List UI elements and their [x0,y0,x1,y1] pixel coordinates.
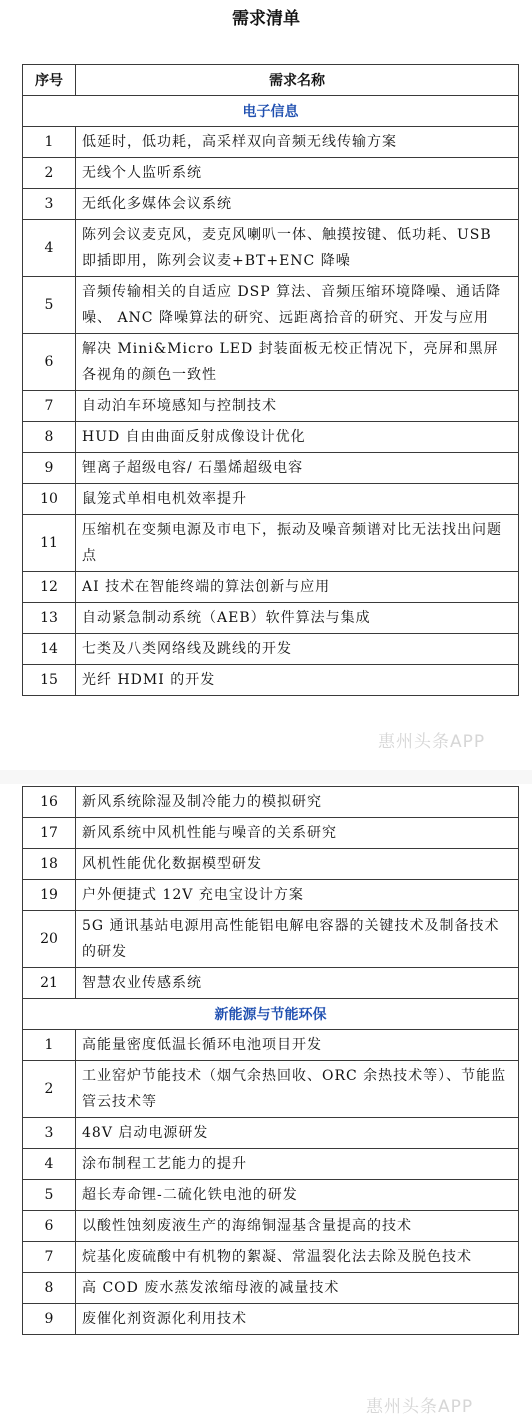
row-number: 6 [23,334,76,391]
row-number: 9 [23,453,76,484]
requirement-name: 新风系统除湿及制冷能力的模拟研究 [76,787,519,818]
requirement-name: AI 技术在智能终端的算法创新与应用 [76,572,519,603]
row-number: 4 [23,220,76,277]
requirement-name: 5G 通讯基站电源用高性能铝电解电容器的关键技术及制备技术的研发 [76,911,519,968]
table-row [23,665,519,696]
table-row [23,1304,519,1335]
row-number: 11 [23,515,76,572]
category-row [23,999,519,1030]
table-row [23,334,519,391]
requirement-name: 陈列会议麦克风，麦克风喇叭一体、触摸按键、低功耗、USB 即插即用，陈列会议麦+BT+ENC 降噪 [76,220,519,277]
table-row [23,968,519,999]
row-number: 5 [23,277,76,334]
table-row [23,880,519,911]
requirement-name: 光纤 HDMI 的开发 [76,665,519,696]
row-number: 2 [23,1061,76,1118]
category-row [23,96,519,127]
table-row [23,277,519,334]
requirement-name: 烷基化废硫酸中有机物的絮凝、常温裂化法去除及脱色技术 [76,1242,519,1273]
row-number: 3 [23,1118,76,1149]
table-header-row [23,65,519,96]
table-row [23,818,519,849]
table-row [23,634,519,665]
requirement-name: 自动紧急制动系统（AEB）软件算法与集成 [76,603,519,634]
row-number: 14 [23,634,76,665]
row-number: 1 [23,127,76,158]
table-row [23,484,519,515]
row-number: 3 [23,189,76,220]
requirement-name: 无线个人监听系统 [76,158,519,189]
document-title: 需求清单 [232,9,300,29]
row-number: 19 [23,880,76,911]
table-row [23,127,519,158]
requirement-name: 涂布制程工艺能力的提升 [76,1149,519,1180]
category-heading: 电子信息 [23,96,519,127]
table-row [23,515,519,572]
requirement-name: 48V 启动电源研发 [76,1118,519,1149]
requirement-name: 自动泊车环境感知与控制技术 [76,391,519,422]
table-row [23,787,519,818]
row-number: 8 [23,1273,76,1304]
row-number: 13 [23,603,76,634]
requirement-name: 超长寿命锂-二硫化铁电池的研发 [76,1180,519,1211]
table-row [23,572,519,603]
requirement-name: 低延时，低功耗，高采样双向音频无线传输方案 [76,127,519,158]
table-row [23,189,519,220]
requirement-name: 鼠笼式单相电机效率提升 [76,484,519,515]
watermark-top: 惠州头条APP [378,732,486,752]
row-number: 21 [23,968,76,999]
row-number: 20 [23,911,76,968]
row-number: 4 [23,1149,76,1180]
requirement-name: 风机性能优化数据模型研发 [76,849,519,880]
table-row [23,158,519,189]
table-row [23,1061,519,1118]
page-gap [0,770,532,784]
table-row [23,422,519,453]
requirement-name: 解决 Mini&Micro LED 封装面板无校正情况下，亮屏和黑屏各视角的颜色一致性 [76,334,519,391]
table-row [23,849,519,880]
row-number: 10 [23,484,76,515]
table-row [23,1242,519,1273]
row-number: 16 [23,787,76,818]
row-number: 12 [23,572,76,603]
row-number: 18 [23,849,76,880]
row-number: 1 [23,1030,76,1061]
requirement-name: 高能量密度低温长循环电池项目开发 [76,1030,519,1061]
table-row [23,220,519,277]
requirement-name: 高 COD 废水蒸发浓缩母液的减量技术 [76,1273,519,1304]
requirement-name: 新风系统中风机性能与噪音的关系研究 [76,818,519,849]
table-row [23,1180,519,1211]
requirement-name: 无纸化多媒体会议系统 [76,189,519,220]
requirement-name: 锂离子超级电容/ 石墨烯超级电容 [76,453,519,484]
table-row [23,391,519,422]
requirement-name: 智慧农业传感系统 [76,968,519,999]
requirement-name: 工业窑炉节能技术（烟气余热回收、ORC 余热技术等）、节能监管云技术等 [76,1061,519,1118]
requirement-name: 音频传输相关的自适应 DSP 算法、音频压缩环境降噪、通话降噪、 ANC 降噪算法的研究、远距离拾音的研究、开发与应用 [76,277,519,334]
row-number: 5 [23,1180,76,1211]
row-number: 7 [23,391,76,422]
table-row [23,453,519,484]
requirements-table-part1 [22,64,519,696]
row-number: 6 [23,1211,76,1242]
row-number: 9 [23,1304,76,1335]
header-name: 需求名称 [76,65,519,96]
requirement-name: 废催化剂资源化利用技术 [76,1304,519,1335]
table-row [23,1118,519,1149]
requirements-table-part2 [22,786,519,1335]
row-number: 8 [23,422,76,453]
watermark-bottom: 惠州头条APP [366,1397,474,1417]
table-row [23,1273,519,1304]
row-number: 17 [23,818,76,849]
table-row [23,1211,519,1242]
row-number: 7 [23,1242,76,1273]
row-number: 15 [23,665,76,696]
table-row [23,603,519,634]
requirement-name: 压缩机在变频电源及市电下，振动及噪音频谱对比无法找出问题点 [76,515,519,572]
requirement-name: 以酸性蚀刻废液生产的海绵铜湿基含量提高的技术 [76,1211,519,1242]
requirement-name: 七类及八类网络线及跳线的开发 [76,634,519,665]
table-row [23,1149,519,1180]
requirement-name: 户外便捷式 12V 充电宝设计方案 [76,880,519,911]
table-row [23,911,519,968]
table-row [23,1030,519,1061]
row-number: 2 [23,158,76,189]
category-heading: 新能源与节能环保 [23,999,519,1030]
header-no: 序号 [23,65,76,96]
requirement-name: HUD 自由曲面反射成像设计优化 [76,422,519,453]
